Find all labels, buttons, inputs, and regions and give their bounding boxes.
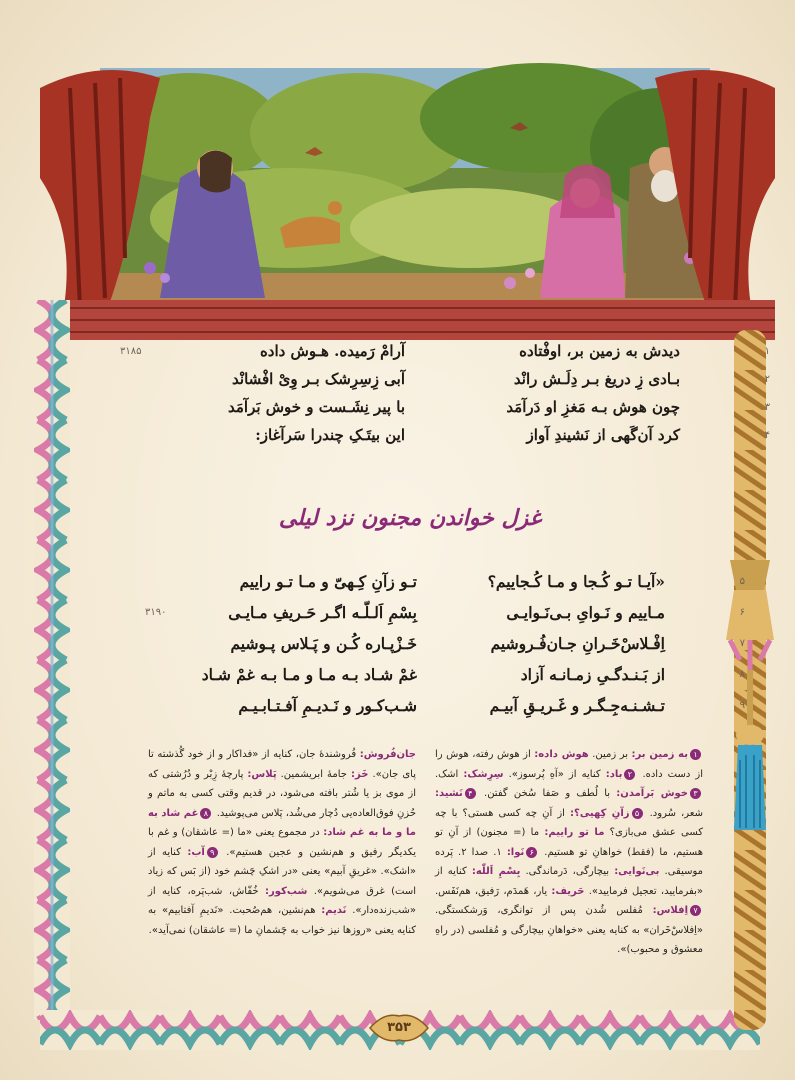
note-keyword: جان‌فُروش:: [359, 749, 416, 760]
first-hemistich: دیدش به زمین بر، اوفْتاده: [519, 342, 680, 360]
verse-line: [145, 601, 745, 632]
first-hemistich: از بَـنـدگـیِ زمـانـه آزاد: [520, 665, 665, 684]
note-keyword: شب‌کور:: [265, 885, 308, 897]
verse-line: [205, 570, 745, 601]
second-hemistich: آبی زِسِرِشک بـر وِیْ افْشانْد: [232, 370, 405, 388]
glossary-notes: [148, 745, 704, 955]
page-number: [364, 1012, 434, 1044]
note-number-badge: ۵: [632, 808, 643, 819]
note-keyword: نَشید:: [435, 788, 463, 799]
margin-verse-count: ۳۱۹۰: [145, 607, 167, 618]
note-definition: ما (= مجنون) از آنِ تو هستیم، ما (فقط) خواهانِ تو هستیم.: [435, 827, 703, 858]
first-hemistich: چون هوش بـه مَغزِ او دَرآمَد: [506, 398, 680, 416]
note-keyword: حَریف:: [551, 885, 585, 897]
note-definition: فُروشندهٔ جان، کنایه از «فداکار و از خود گُذشته تا پای جان».: [148, 749, 416, 780]
second-hemistich: غمْ شـاد بـه مـا و مـا بـه غمْ شـاد: [201, 665, 417, 684]
note-number-badge: ۲: [624, 769, 635, 780]
first-hemistich: مـاییم و نَـوایِ بـی‌نَـوایـی: [506, 603, 665, 622]
note-keyword: ما تو راییم:: [544, 827, 605, 838]
note-definition: شعر، سُرود.: [644, 807, 703, 819]
note-number-badge: ۹: [207, 847, 218, 858]
note-definition: کنایه از «اشک». «غریقِ آبیم» یعنی «در اشکِ چَشم خود (از بَس که زیاد است) غرق می‌شویم».: [148, 846, 416, 897]
second-hemistich: آرامْ رَمیده. هـوش داده: [259, 342, 405, 360]
verse-line: [180, 368, 770, 396]
note-keyword: نَوا:: [506, 846, 525, 858]
first-hemistich: کرد آن‌گَهی از نَشیندِ آواز: [526, 426, 680, 444]
notes-paragraph: [435, 745, 703, 960]
notes-column-right: [435, 745, 703, 960]
verse-number: ۹: [739, 700, 745, 711]
verse-number: ۳: [764, 402, 770, 413]
first-hemistich: تـشـنـه‌جِـگـر و غَـریـقِ آبیـم: [489, 696, 665, 715]
verse-number: ۱: [764, 346, 770, 357]
second-hemistich: بِسْمِ اَلـلّـه اگـر حَـریفِ مـایـی: [228, 603, 417, 622]
note-definition: یار، هَمدَم، رَفیق، هم‌نَفَس.: [435, 885, 552, 897]
note-definition: بیچارگی، دَرماندگی.: [520, 866, 615, 877]
note-keyword: به زمین بر:: [631, 749, 688, 760]
note-keyword: خوش بَرآمدن:: [616, 788, 688, 799]
verse-line: [205, 694, 745, 725]
note-definition: با لُطف و صَفا سُخن گفتن.: [477, 788, 617, 799]
note-number-badge: ۸: [200, 808, 211, 819]
note-definition: مُفلس شُدن پس از توانگری، وَرشکستگی. «اِفلاسْ‌خَران» به کنایه یعنی «خواهانِ بیچارگی و مُفلسی (در راهِ معشوق و محبوب)».: [435, 905, 703, 955]
verse-line: [180, 396, 770, 424]
verse-line: [120, 340, 770, 368]
illustration-painting: [40, 58, 775, 340]
note-keyword: پَلاس:: [247, 768, 277, 780]
note-definition: اشک.: [435, 768, 464, 780]
note-keyword: آب:: [187, 846, 205, 858]
note-keyword: زآنِ کِهیی؟:: [570, 807, 630, 819]
note-definition: در مجموع یعنی «ما (= عاشقان) و غم با یکدیگر رفیق و هم‌نشین و عجین هستیم».: [148, 827, 416, 858]
margin-verse-count: ۳۱۸۵: [120, 346, 142, 357]
ghazal-verses: [145, 570, 745, 725]
tassel-ornament: [720, 560, 780, 850]
notes-paragraph: [148, 745, 416, 940]
note-keyword: سِرِشک:: [463, 768, 504, 780]
verse-line: [201, 663, 745, 694]
second-hemistich: خَـزْپـاره کُـن و پَـلاس پـوشیم: [230, 634, 417, 653]
note-definition: ۱. صدا ۲. پَرده موسیقی.: [435, 846, 704, 877]
note-keyword: باد:: [605, 768, 623, 780]
section-title: غزل خواندن مجنون نزد لیلی: [278, 505, 542, 531]
second-hemistich: تـو زآنِ کِـهیّ و مـا تـو راییم: [239, 572, 417, 591]
note-number-badge: ۷: [690, 905, 701, 916]
verse-number: ۴: [764, 430, 770, 441]
verse-number: ۷: [739, 638, 745, 649]
second-hemistich: با پیر نِشَـست و خوش بَرآمَد: [228, 398, 405, 416]
note-definition: خُفّاش، شب‌پَره، کنایه از «شب‌زنده‌دار».: [148, 885, 416, 916]
notes-column-left: [148, 745, 416, 940]
second-hemistich: شـب‌کـور و نَـدیـمِ آفـتـابـیـم: [238, 696, 417, 715]
second-hemistich: این بیتَـکِ چندرا سَرآغاز:: [255, 426, 405, 444]
note-definition: پارچهٔ زِبْر و دُرُشتی که از موی بز یا شُتر بافته می‌شود، در قدیم وقتی کسی به ماتم و حُزنِ فوق‌العاده‌یی دُچار می‌شُد، پَلاس می‌پوشید.: [148, 768, 416, 819]
first-hemistich: اِفْـلاسْ‌خَـرانِ جـان‌فُـروشیم: [490, 634, 665, 653]
verse-line: [180, 424, 770, 452]
verse-line: [205, 632, 745, 663]
note-definition: کنایه از «آهِ پُرسوز».: [503, 768, 606, 780]
note-keyword: هوش داده:: [534, 749, 589, 760]
note-keyword: غم شاد به ما و ما به غم شاد:: [148, 807, 416, 838]
intro-verses: [120, 340, 770, 452]
first-hemistich: «آیـا تـو کُـجا و مـا کُـجاییم؟: [487, 572, 665, 591]
note-keyword: خَز:: [350, 768, 369, 780]
verse-number: ۵: [739, 576, 745, 587]
note-definition: کنایه از «بفرمایید، تعجیل فرمایید».: [435, 866, 704, 897]
verse-number: ۲: [764, 374, 770, 385]
note-keyword: نَدیم:: [321, 905, 347, 916]
note-definition: از آنِ چه کسی هستی؟ با چه کسی عشق می‌بازی؟: [435, 807, 703, 838]
note-keyword: اِفلاس:: [652, 905, 688, 916]
note-definition: جامهٔ ابریشمین.: [276, 768, 351, 780]
note-keyword: بی‌نَوایی:: [614, 866, 660, 877]
note-number-badge: ۴: [465, 788, 476, 799]
first-hemistich: بـادی زِ دریغ بـر دِلَـش رانْد: [513, 370, 680, 388]
note-definition: از هوش رفته، هوش را از دست داده.: [435, 749, 703, 780]
decorative-border-left: [34, 300, 70, 1020]
note-definition: بر زمین.: [588, 749, 632, 760]
note-number-badge: ۱: [690, 749, 701, 760]
note-number-badge: ۶: [526, 847, 537, 858]
verse-number: ۶: [739, 607, 745, 618]
page-number-text: ۳۵۳: [387, 1020, 411, 1035]
verse-number: ۸: [739, 669, 745, 680]
note-keyword: بِسْمِ اَللّٰه:: [471, 866, 521, 877]
note-definition: هم‌نشین، هم‌صُحبت. «نَدیمِ آفتابیم» به کنایه یعنی «روزها نیز خواب به چَشمانِ ما (= عاشقان) نمی‌آید».: [148, 905, 416, 936]
note-number-badge: ۳: [690, 788, 701, 799]
